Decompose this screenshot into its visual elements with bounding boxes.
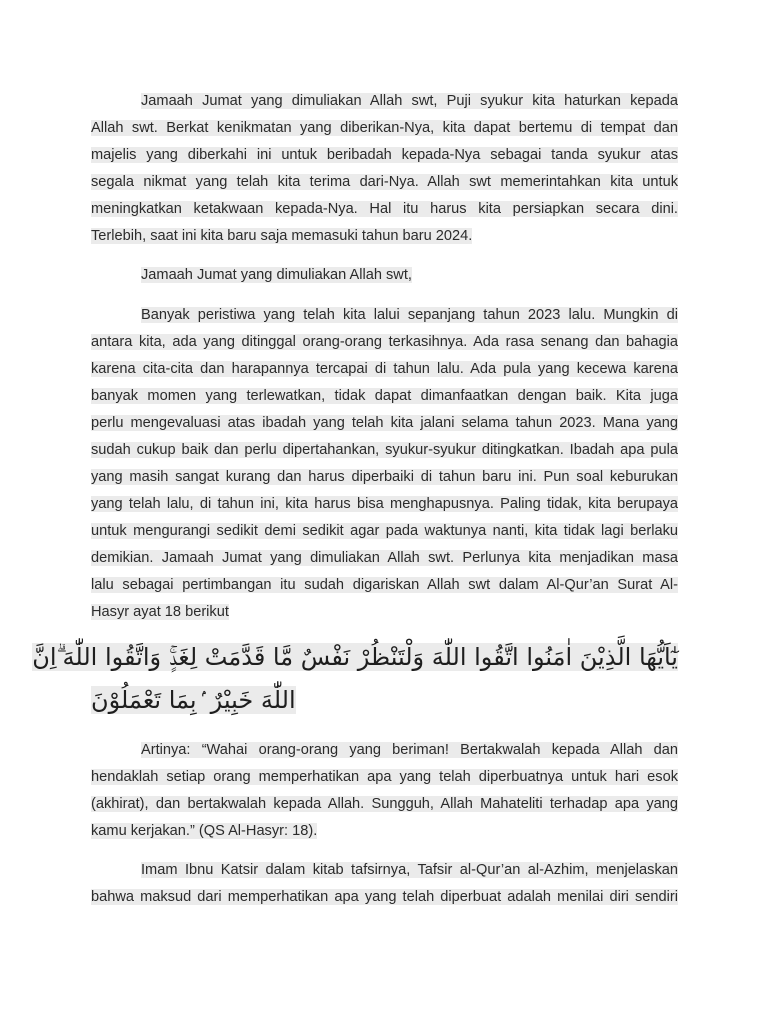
- paragraph-3-line-2: antara kita, ada yang ditinggal orang-orang terkasihnya. Ada rasa senang dan bahagia: [91, 334, 678, 350]
- paragraph-3-line-5: perlu mengevaluasi atas ibadah yang telah kita jalani selama tahun 2023. Mana yang: [91, 415, 678, 431]
- quran-verse-line-1: يٰٓاَيُّهَا الَّذِيْنَ اٰمَنُوا اتَّقُوا اللّٰهَ وَلْتَنْظُرْ نَفْسٌ مَّا قَدَّمَتْ لِغَدٍۚ وَاتَّقُوا اللّٰهَ ۗاِنَّ: [32, 643, 678, 671]
- quran-verse-line-2: اللّٰهَ خَبِيْرٌ ۢبِمَا تَعْمَلُوْنَ: [91, 686, 296, 714]
- paragraph-5-line-2: bahwa maksud dari memperhatikan apa yang telah diperbuat adalah menilai diri sendiri: [91, 889, 678, 905]
- paragraph-3-line-3: karena cita-cita dan harapannya tercapai di tahun lalu. Ada pula yang kecewa karena: [91, 361, 678, 377]
- paragraph-3-line-8: yang telah lalu, di tahun ini, kita harus bisa menghapusnya. Paling tidak, kita berupaya: [91, 496, 678, 512]
- translation-line-1: Artinya: “Wahai orang-orang yang beriman! Bertakwalah kepada Allah dan: [141, 742, 678, 758]
- paragraph-3-line-6: sudah cukup baik dan perlu dipertahankan, syukur-syukur ditingkatkan. Ibadah apa pula: [91, 442, 678, 458]
- paragraph-3-line-12: Hasyr ayat 18 berikut: [91, 604, 229, 620]
- paragraph-1-line-1: Jamaah Jumat yang dimuliakan Allah swt, Puji syukur kita haturkan kepada: [141, 93, 678, 109]
- paragraph-3-line-1: Banyak peristiwa yang telah kita lalui sepanjang tahun 2023 lalu. Mungkin di: [141, 307, 678, 323]
- paragraph-5-line-1: Imam Ibnu Katsir dalam kitab tafsirnya, Tafsir al-Qur’an al-Azhim, menjelaskan: [141, 862, 678, 878]
- paragraph-1-line-4: segala nikmat yang telah kita terima dari-Nya. Allah swt memerintahkan kita untuk: [91, 174, 678, 190]
- translation-line-2: hendaklah setiap orang memperhatikan apa yang telah diperbuatnya untuk hari esok: [91, 769, 678, 785]
- paragraph-3-line-4: banyak momen yang terlewatkan, tidak dapat dimanfaatkan dengan baik. Kita juga: [91, 388, 678, 404]
- paragraph-3-line-9: untuk mengurangi sedikit demi sedikit agar pada waktunya nanti, kita tidak lagi berlaku: [91, 523, 678, 539]
- paragraph-1-line-6: Terlebih, saat ini kita baru saja memasuki tahun baru 2024.: [91, 228, 473, 244]
- paragraph-3-line-11: lalu sebagai pertimbangan itu sudah digariskan Allah swt dalam Al-Qur’an Surat Al-: [91, 577, 678, 593]
- paragraph-1-line-5: meningkatkan ketakwaan kepada-Nya. Hal itu harus kita persiapkan secara dini.: [91, 201, 678, 217]
- paragraph-2-line-1: Jamaah Jumat yang dimuliakan Allah swt,: [141, 267, 412, 283]
- paragraph-3-line-7: yang masih sangat kurang dan harus diperbaiki di tahun baru ini. Pun soal keburukan: [91, 469, 678, 485]
- translation-line-4: kamu kerjakan.” (QS Al-Hasyr: 18).: [91, 823, 318, 839]
- paragraph-3-line-10: demikian. Jamaah Jumat yang dimuliakan Allah swt. Perlunya kita menjadikan masa: [91, 550, 678, 566]
- paragraph-1-line-3: majelis yang diberkahi ini untuk beribadah kepada-Nya sebagai tanda syukur atas: [91, 147, 678, 163]
- paragraph-1-line-2: Allah swt. Berkat kenikmatan yang diberikan-Nya, kita dapat bertemu di tempat dan: [91, 120, 678, 136]
- translation-line-3: (akhirat), dan bertakwalah kepada Allah. Sungguh, Allah Mahateliti terhadap apa yang: [91, 796, 678, 812]
